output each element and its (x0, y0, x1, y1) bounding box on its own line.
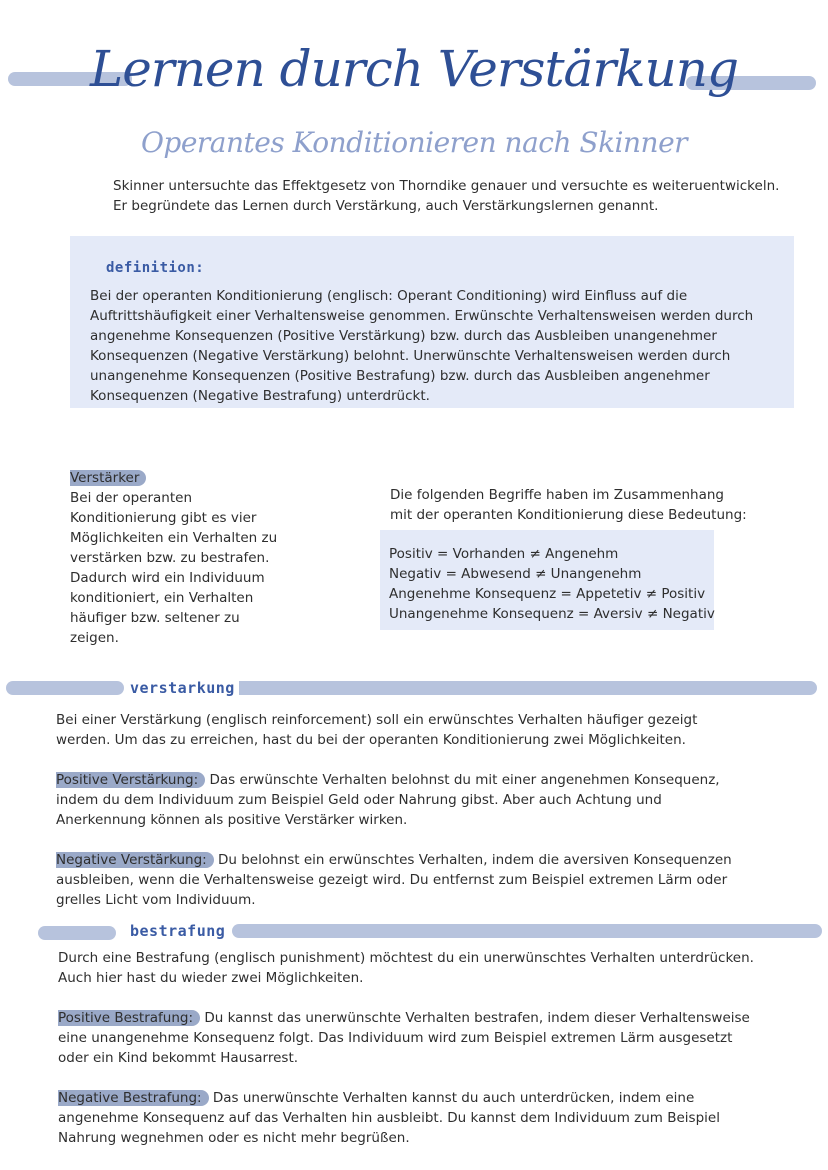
page-title: Lernen durch Verstärkung (90, 40, 738, 98)
verstaerkung-heading: verstarkung (126, 679, 239, 697)
negative-verstaerkung-label: Negative Verstärkung: (56, 852, 214, 868)
verstaerker-label: Verstärker (70, 470, 146, 486)
verstaerkung-bar-left (6, 681, 124, 695)
definition-label: definition: (106, 260, 205, 276)
begriffe-list: Positiv = Vorhanden ≠ Angenehm Negativ = Abwesend ≠ Unangenehm Angenehme Konsequenz = Appetetiv ≠ Positiv Unangenehme Konsequenz = Aversiv ≠ Negativ (389, 546, 715, 622)
negative-bestrafung-label: Negative Bestrafung: (58, 1090, 209, 1106)
negative-verstaerkung: Negative Verstärkung: Du belohnst ein erwünschtes Verhalten, indem die aversiven Konsequenzen ausbleiben, wenn die Verhaltensweise gezeigt wird. Du entfernst zum Beispiel extremen Lärm oder grelles Licht vom Individuum. (56, 852, 732, 908)
page-subtitle: Operantes Konditionieren nach Skinner (140, 126, 688, 159)
verstaerkung-bar-right (225, 681, 817, 695)
negative-bestrafung: Negative Bestrafung: Das unerwünschte Verhalten kannst du auch unterdrücken, indem eine angenehme Konsequenz auf das Verhalten hin ausbleibt. Du kannst dem Individuum zum Beispiel Nahrung wegnehmen oder es nicht mehr begrüßen. (58, 1090, 720, 1146)
verstaerkung-intro: Bei einer Verstärkung (englisch reinforcement) soll ein erwünschtes Verhalten häufiger gezeigt werden. Um das zu erreichen, hast du bei der operanten Konditionierung zwei Möglichkeiten. (56, 712, 698, 748)
bestrafung-heading: bestrafung (126, 922, 229, 940)
positive-verstaerkung: Positive Verstärkung: Das erwünschte Verhalten belohnst du mit einer angenehmen Konsequenz, indem du dem Individuum zum Beispiel Geld oder Nahrung gibst. Aber auch Achtung und Anerkennung können als positive Verstärker wirken. (56, 772, 720, 828)
bestrafung-intro: Durch eine Bestrafung (englisch punishment) möchtest du ein unerwünschtes Verhalten unterdrücken. Auch hier hast du wieder zwei Möglichkeiten. (58, 950, 754, 986)
bestrafung-bar-right (232, 924, 822, 938)
definition-text: Bei der operanten Konditionierung (englisch: Operant Conditioning) wird Einfluss auf die Auftrittshäufigkeit einer Verhaltensweise genommen. Erwünschte Verhaltensweisen werden durch angenehme Konsequenzen (Positive Verstärkung) bzw. durch das Ausbleiben unangenehmer Konsequenzen (Negative Verstärkung) belohnt. Unerwünschte Verhaltensweisen werden durch unangenehme Konsequenzen (Positive Bestrafung) bzw. durch das Ausbleiben angenehmer Konsequenzen (Negative Bestrafung) unterdrückt. (90, 288, 754, 404)
positive-bestrafung: Positive Bestrafung: Du kannst das unerwünschte Verhalten bestrafen, indem dieser Verhaltensweise eine unangenehme Konsequenz folgt. Das Individuum wird zum Beispiel extremen Lärm ausgesetzt oder ein Kind bekommt Hausarrest. (58, 1010, 750, 1066)
positive-bestrafung-label: Positive Bestrafung: (58, 1010, 200, 1026)
verstaerker-block: Verstärker Bei der operanten Konditionierung gibt es vier Möglichkeiten ein Verhalten zu verstärken bzw. zu bestrafen. Dadurch wird ein Individuum konditioniert, ein Verhalten häufiger bzw. seltener zu zeigen. (70, 470, 278, 646)
bestrafung-bar-left (38, 926, 116, 940)
begriffe-intro: Die folgenden Begriffe haben im Zusammenhang mit der operanten Konditionierung diese Bedeutung: (390, 487, 747, 523)
positive-verstaerkung-label: Positive Verstärkung: (56, 772, 205, 788)
intro-text: Skinner untersuchte das Effektgesetz von Thorndike genauer und versuchte es weiteruentwickeln. Er begründete das Lernen durch Verstärkung, auch Verstärkungslernen genannt. (113, 178, 780, 214)
